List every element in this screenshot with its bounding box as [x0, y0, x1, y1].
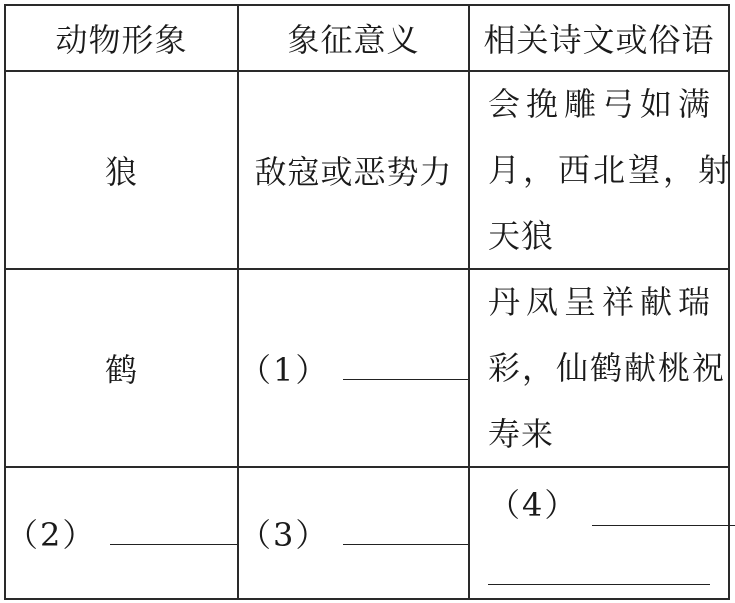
row1-meaning: 敌寇或恶势力 — [254, 153, 453, 191]
row2-meaning — [239, 270, 468, 466]
header-animal: 动物形象 — [55, 21, 188, 59]
row2-poem-line-1: 丹凤呈祥献瑞 — [488, 283, 717, 321]
row2-meaning-answer-blank[interactable] — [343, 357, 468, 380]
row2-animal: 鹤 — [104, 351, 138, 389]
row3-meaning — [239, 468, 468, 598]
row3-animal-answer-blank[interactable] — [110, 522, 237, 545]
header-meaning: 象征意义 — [287, 21, 420, 59]
row1-poem — [488, 72, 734, 268]
row1-poem-line-2: 月，西北望，射 — [488, 151, 734, 189]
row2-poem-line-3: 寿来 — [488, 415, 555, 453]
row3-poem-answer-blank-1[interactable] — [592, 501, 735, 526]
row3-poem-first-line — [488, 480, 735, 526]
row3-poem-answer-blank-2[interactable] — [488, 546, 710, 585]
row3-meaning-label: （3） — [239, 516, 330, 554]
row3-meaning-answer-blank[interactable] — [343, 522, 468, 545]
animal-symbolism-table — [4, 4, 734, 600]
row2-poem — [488, 270, 727, 466]
row3-animal — [6, 468, 237, 598]
row3-animal-label: （2） — [6, 516, 97, 554]
row3-poem-label: （4） — [488, 486, 579, 524]
header-poem: 相关诗文或俗语 — [483, 21, 715, 59]
row2-meaning-label: （1） — [239, 351, 330, 389]
row1-animal: 狼 — [104, 153, 138, 191]
column-divider-2 — [468, 6, 470, 598]
row1-poem-line-3: 天狼 — [488, 217, 555, 255]
row1-poem-line-1: 会挽雕弓如满 — [488, 85, 717, 123]
row3-poem — [488, 468, 724, 598]
row2-poem-line-2: 彩，仙鹤献桃祝 — [488, 349, 727, 387]
